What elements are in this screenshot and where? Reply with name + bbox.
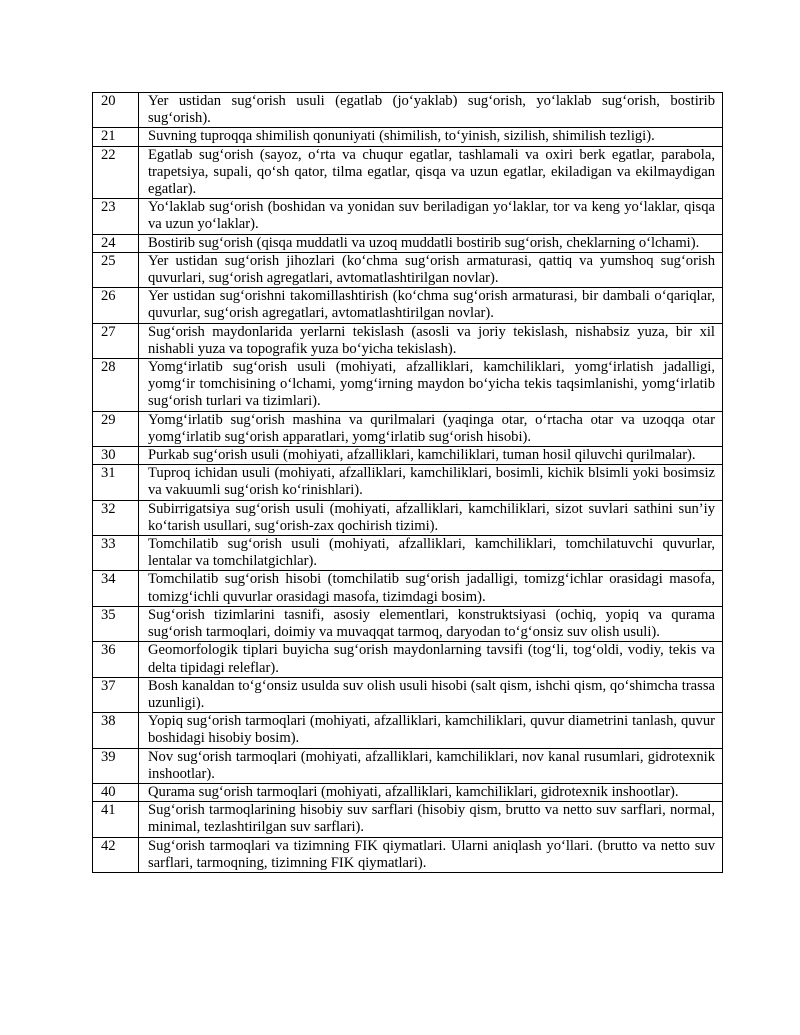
row-number: 22 [93,146,139,199]
row-topic-text: Nov sug‘orish tarmoqlari (mohiyati, afzalliklari, kamchiliklari, nov kanal rusumlari, gidrotexnik inshootlar). [139,748,723,783]
row-topic-text: Sug‘orish tizimlarini tasnifi, asosiy elementlari, konstruktsiyasi (ochiq, yopiq va qurama sug‘orish tarmoqlari, doimiy va muvaqqat tarmoq, daryodan to‘g‘onsiz suv olish usuli). [139,606,723,641]
row-topic-text: Bostirib sug‘orish (qisqa muddatli va uzoq muddatli bostirib sug‘orish, cheklarning o‘lchami). [139,234,723,252]
table-row [93,234,723,252]
row-number: 27 [93,323,139,358]
table-row [93,837,723,872]
table-row [93,748,723,783]
row-number: 38 [93,713,139,748]
row-topic-text: Tuproq ichidan usuli (mohiyati, afzalliklari, kamchiliklari, bosimli, kichik blsimli yoki bosimsiz va vakuumli sug‘orish ko‘rinishlari). [139,465,723,500]
table-row [93,199,723,234]
row-number: 28 [93,359,139,412]
table-row [93,288,723,323]
row-topic-text: Egatlab sug‘orish (sayoz, o‘rta va chuqur egatlar, tashlamali va oxiri berk egatlar, parabola, trapetsiya, supali, qo‘sh qator, tilma egatlar, qisqa va uzun egatlar, ekiladigan va ekilmaydigan egatlar). [139,146,723,199]
row-topic-text: Bosh kanaldan to‘g‘onsiz usulda suv olish usuli hisobi (salt qism, ishchi qism, qo‘shimcha trassa uzunligi). [139,677,723,712]
table-row [93,713,723,748]
row-topic-text: Yopiq sug‘orish tarmoqlari (mohiyati, afzalliklari, kamchiliklari, quvur diametrini tanlash, quvur boshidagi hisobiy bosim). [139,713,723,748]
table-row [93,642,723,677]
table-row [93,571,723,606]
row-topic-text: Sug‘orish maydonlarida yerlarni tekislash (asosli va joriy tekislash, nishabsiz yuza, bir xil nishabli yuza va topografik yuza bo‘yicha tekislash). [139,323,723,358]
table-row [93,93,723,128]
row-topic-text: Geomorfologik tiplari buyicha sug‘orish maydonlarning tavsifi (tog‘li, tog‘oldi, vodiy, tekis va delta tipidagi releflar). [139,642,723,677]
table-row [93,465,723,500]
row-number: 20 [93,93,139,128]
row-topic-text: Purkab sug‘orish usuli (mohiyati, afzalliklari, kamchiliklari, tuman hosil qiluvchi qurilmalar). [139,447,723,465]
table-row [93,252,723,287]
row-number: 32 [93,500,139,535]
row-number: 29 [93,411,139,446]
row-topic-text: Tomchilatib sug‘orish usuli (mohiyati, afzalliklari, kamchiliklari, tomchilatuvchi quvurlar, lentalar va tomchilatgichlar). [139,536,723,571]
row-number: 34 [93,571,139,606]
topics-table [92,92,723,873]
row-number: 42 [93,837,139,872]
row-number: 36 [93,642,139,677]
row-number: 37 [93,677,139,712]
row-number: 31 [93,465,139,500]
table-row [93,606,723,641]
row-topic-text: Sug‘orish tarmoqlarining hisobiy suv sarflari (hisobiy qism, brutto va netto suv sarflari, normal, minimal, tezlashtirilgan suv sarflari). [139,802,723,837]
row-topic-text: Sug‘orish tarmoqlari va tizimning FIK qiymatlari. Ularni aniqlash yo‘llari. (brutto va netto suv sarflari, tarmoqning, tizimning FIK qiymatlari). [139,837,723,872]
table-row [93,128,723,146]
table-row [93,802,723,837]
row-topic-text: Yomg‘irlatib sug‘orish mashina va qurilmalari (yaqinga otar, o‘rtacha otar va uzoqqa otar yomg‘irlatib sug‘orish apparatlari, yomg‘irlatib sug‘orish hisobi). [139,411,723,446]
row-topic-text: Yomg‘irlatib sug‘orish usuli (mohiyati, afzalliklari, kamchiliklari, yomg‘irlatish jadalligi, yomg‘ir tomchisining o‘lchami, yomg‘irning maydon bo‘yicha tekis taqsimlanishi, yomg‘irlatib sug‘orish turlari va tizimlari). [139,359,723,412]
row-number: 26 [93,288,139,323]
row-topic-text: Yer ustidan sug‘orishni takomillashtirish (ko‘chma sug‘orish armaturasi, bir dambali o‘qariqlar, quvurlar, sug‘orish agregatlari, avtomatlashtirilgan novlar). [139,288,723,323]
row-number: 40 [93,783,139,801]
row-topic-text: Yer ustidan sug‘orish jihozlari (ko‘chma sug‘orish armaturasi, qattiq va yumshoq sug‘orish quvurlari, sug‘orish agregatlari, avtomatlashtirilgan novlar). [139,252,723,287]
table-row [93,323,723,358]
row-number: 33 [93,536,139,571]
row-number: 39 [93,748,139,783]
table-row [93,146,723,199]
row-topic-text: Yer ustidan sug‘orish usuli (egatlab (jo‘yaklab) sug‘orish, yo‘laklab sug‘orish, bostirib sug‘orish). [139,93,723,128]
table-row [93,536,723,571]
row-topic-text: Suvning tuproqqa shimilish qonuniyati (shimilish, to‘yinish, sizilish, shimilish tezligi). [139,128,723,146]
row-number: 25 [93,252,139,287]
row-number: 41 [93,802,139,837]
row-topic-text: Qurama sug‘orish tarmoqlari (mohiyati, afzalliklari, kamchiliklari, gidrotexnik inshootlar). [139,783,723,801]
row-number: 23 [93,199,139,234]
table-row [93,411,723,446]
row-number: 30 [93,447,139,465]
row-topic-text: Yo‘laklab sug‘orish (boshidan va yonidan suv beriladigan yo‘laklar, tor va keng yo‘laklar, qisqa va uzun yo‘laklar). [139,199,723,234]
table-row [93,447,723,465]
table-row [93,783,723,801]
table-row [93,500,723,535]
row-topic-text: Subirrigatsiya sug‘orish usuli (mohiyati, afzalliklari, kamchiliklari, sizot suvlari sathini sun’iy ko‘tarish usullari, sug‘orish-zax qochirish tizimi). [139,500,723,535]
table-row [93,359,723,412]
topics-table-body [93,93,723,873]
row-number: 21 [93,128,139,146]
table-row [93,677,723,712]
row-topic-text: Tomchilatib sug‘orish hisobi (tomchilatib sug‘orish jadalligi, tomizg‘ichlar orasidagi masofa, tomizg‘ichli quvurlar orasidagi masofa, tizimdagi bosim). [139,571,723,606]
row-number: 24 [93,234,139,252]
row-number: 35 [93,606,139,641]
